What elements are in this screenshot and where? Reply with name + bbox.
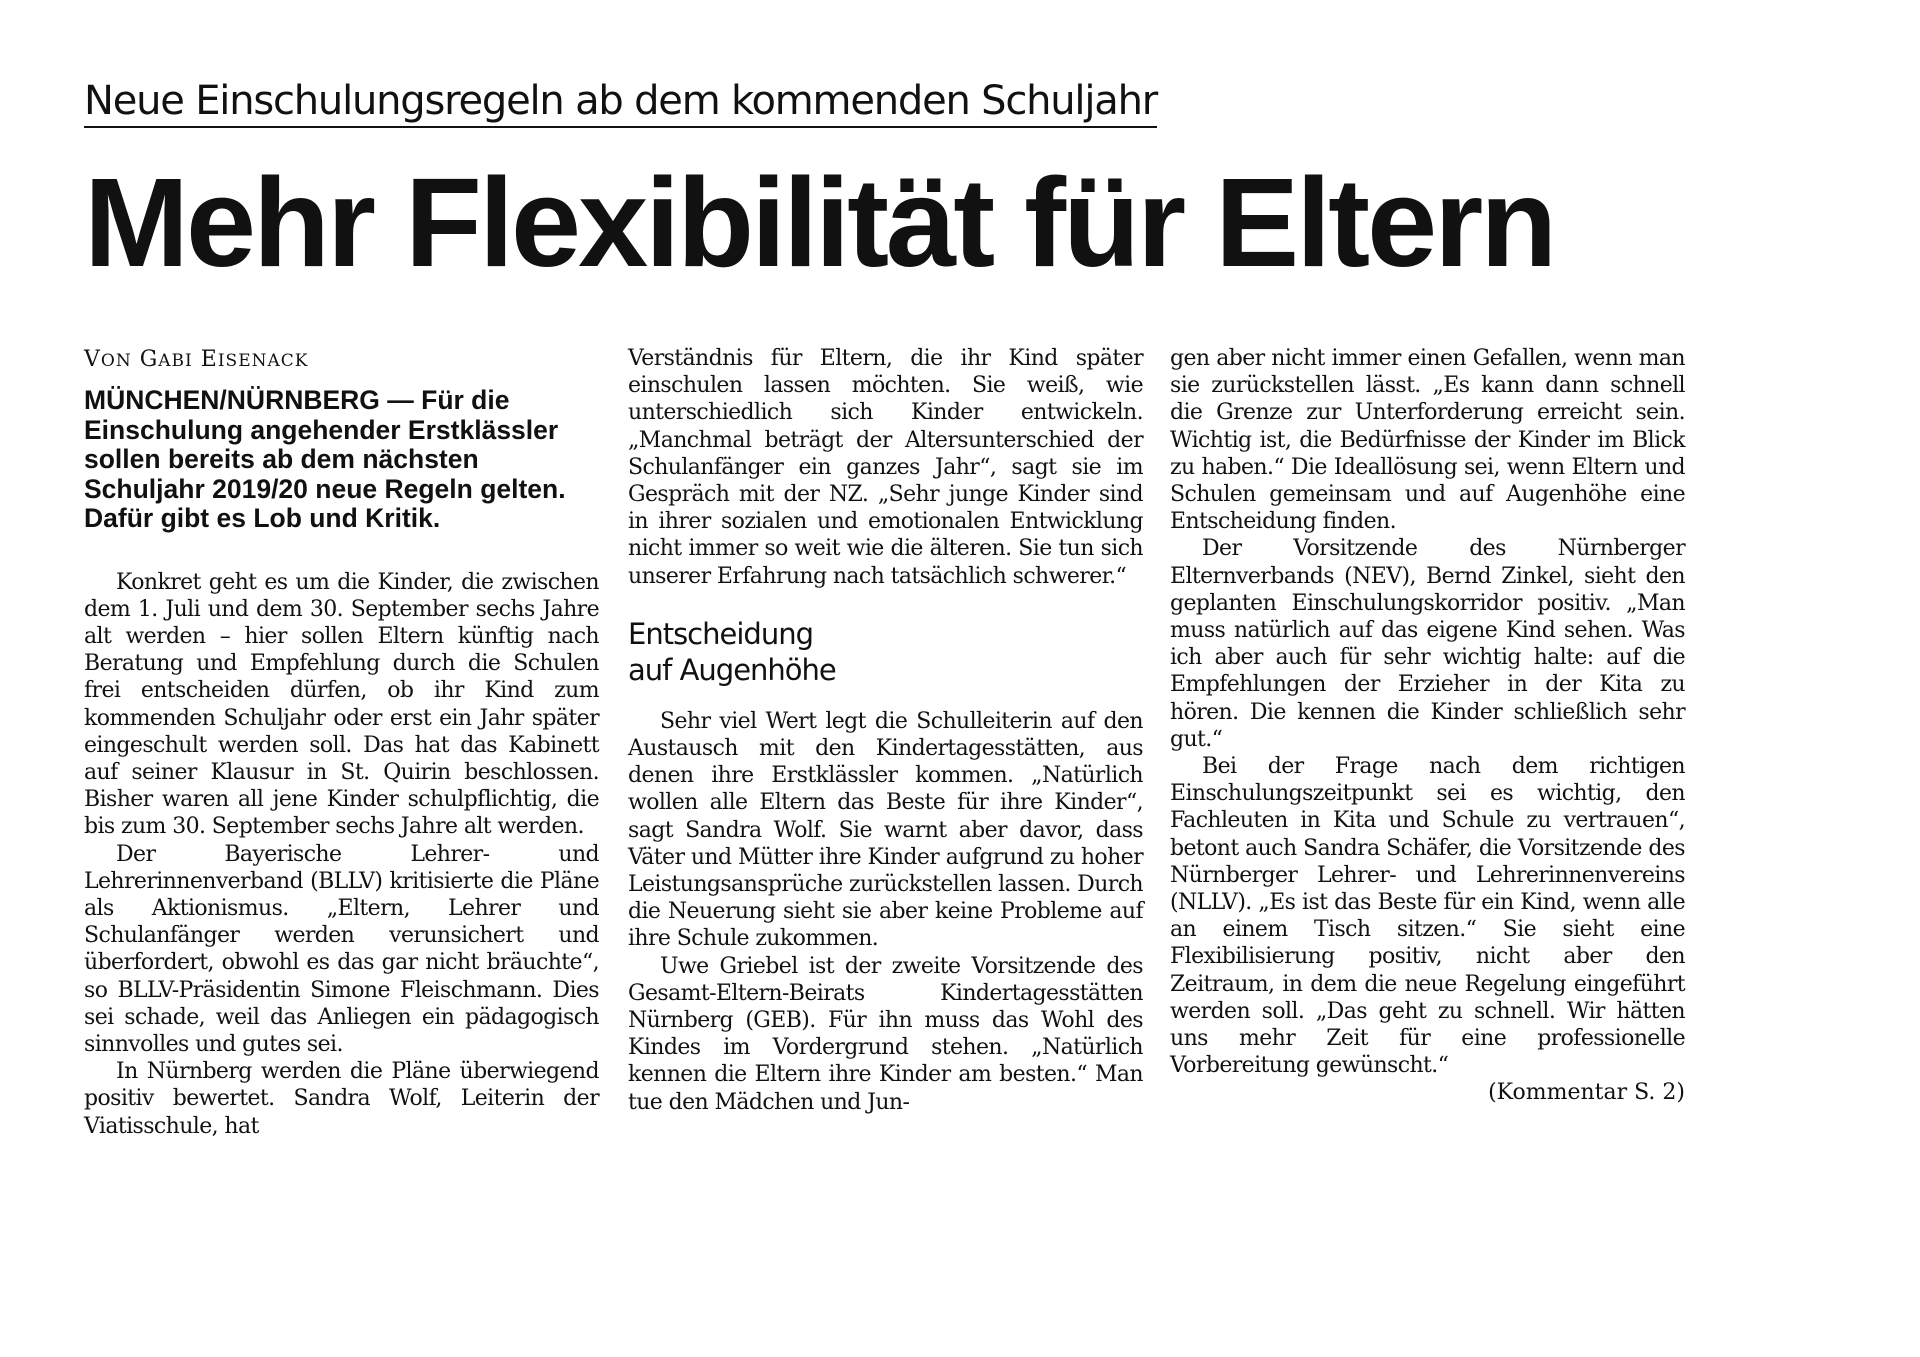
article-lead: MÜNCHEN/NÜRNBERG — Für die Einschulung angehender Erstklässler sollen bereits ab dem nächsten Schuljahr 2019/20 neue Regeln gelten. Dafür gibt es Lob und Kritik. xyxy=(84,385,566,533)
comment-reference: (Kommentar S. 2) xyxy=(1488,1080,1685,1106)
byline: VON GABI EISENACK xyxy=(84,347,309,372)
article-kicker: Neue Einschulungsregeln ab dem kommenden Schuljahr xyxy=(84,78,1157,128)
paragraph: Der Vorsitzende des Nürnberger Elternverbands (NEV), Bernd Zinkel, sieht den geplanten Einschulungskorridor positiv. „Man muss natürlich auf das eigene Kind sehen. Was ich aber auch für sehr wichtig halte: auf die Empfehlungen der Erzieher in der Kita zu hören. Die kennen die Kinder schließlich sehr gut.“ xyxy=(1170,536,1685,752)
paragraph: Bei der Frage nach dem richtigen Einschulungszeitpunkt sei es wichtig, den Fachleuten in Kita und Schule zu vertrauen“, betont auch Sandra Schäfer, die Vorsitzende des Nürnberger Lehrer- und Lehrerinnenvereins (NLLV). „Es ist das Beste für ein Kind, wenn alle an einem Tisch sitzen.“ Sie sieht eine Flexibilisierung positiv, nicht aber den Zeitraum, in dem die neue Regelung eingeführt werden soll. „Das geht zu schnell. Wir hätten uns mehr Zeit für eine professionelle Vorbereitung gewünscht.“ xyxy=(1170,754,1685,1079)
paragraph: Verständnis für Eltern, die ihr Kind später einschulen lassen möchten. Sie weiß, wie unterschiedlich sich Kinder entwickeln. „Manchmal beträgt der Altersunterschied der Schulanfänger ein ganzes Jahr“, sagt sie im Gespräch mit der NZ. „Sehr junge Kinder sind in ihrer sozialen und emotionalen Entwicklung nicht immer so weit wie die älteren. Sie tun sich unserer Erfahrung nach tatsächlich schwerer.“ xyxy=(628,346,1143,589)
article-column-1 xyxy=(84,345,599,1140)
subheading-line: Entscheidung xyxy=(628,616,813,651)
paragraph: Uwe Griebel ist der zweite Vorsitzende des Gesamt-Eltern-Beirats Kindertagesstätten Nürnberg (GEB). Für ihn muss das Wohl des Kindes im Vordergrund stehen. „Natürlich kennen die Eltern ihre Kinder am besten.“ Man tue den Mädchen und Jun- xyxy=(628,953,1143,1115)
article-column-2 xyxy=(628,345,1143,1116)
subheading xyxy=(628,616,1143,688)
paragraph: Sehr viel Wert legt die Schulleiterin auf den Austausch mit den Kindertagesstätten, aus denen ihre Erstklässler kommen. „Natürlich wollen alle Eltern das Beste für ihre Kinder“, sagt Sandra Wolf. Sie warnt aber davor, dass Väter und Mütter ihre Kinder aufgrund zu hoher Leistungsansprüche zurückstellen lassen. Durch die Neuerung sieht sie aber keine Probleme auf ihre Schule zukommen. xyxy=(628,708,1143,952)
paragraph: gen aber nicht immer einen Gefallen, wenn man sie zurückstellen lässt. „Es kann dann schnell die Grenze zur Unterforderung erreicht sein. Wichtig ist, die Bedürfnisse der Kinder im Blick zu haben.“ Die Ideallösung sei, wenn Eltern und Schulen gemeinsam und auf Augenhöhe eine Entscheidung finden. xyxy=(1170,346,1685,535)
article-column-3 xyxy=(1170,345,1685,1107)
article-headline: Mehr Flexibilität für Eltern xyxy=(84,152,1555,293)
paragraph: In Nürnberg werden die Pläne überwiegend positiv bewertet. Sandra Wolf, Leiterin der Viatisschule, hat xyxy=(84,1059,599,1139)
paragraph: Konkret geht es um die Kinder, die zwischen dem 1. Juli und dem 30. September sechs Jahre alt werden – hier sollen Eltern künftig nach Beratung und Empfehlung durch die Schulen frei entscheiden dürfen, ob ihr Kind zum kommenden Schuljahr oder erst ein Jahr später eingeschult werden soll. Das hat das Kabinett auf seiner Klausur in St. Quirin beschlossen. Bisher waren all jene Kinder schulpflichtig, die bis zum 30. September sechs Jahre alt werden. xyxy=(84,569,599,840)
paragraph: Der Bayerische Lehrer- und Lehrerinnenverband (BLLV) kritisierte die Pläne als Aktionismus. „Eltern, Lehrer und Schulanfänger werden verunsichert und überfordert, obwohl es das gar nicht bräuchte“, so BLLV-Präsidentin Simone Fleischmann. Dies sei schade, weil das Anliegen ein pädagogisch sinnvolles und gutes sei. xyxy=(84,841,599,1057)
column-3-body xyxy=(1170,345,1685,1079)
column-1-body xyxy=(84,569,599,1140)
column-2-body-bottom xyxy=(628,708,1143,1116)
subheading-line: auf Augenhöhe xyxy=(628,652,836,687)
column-2-body xyxy=(628,345,1143,590)
